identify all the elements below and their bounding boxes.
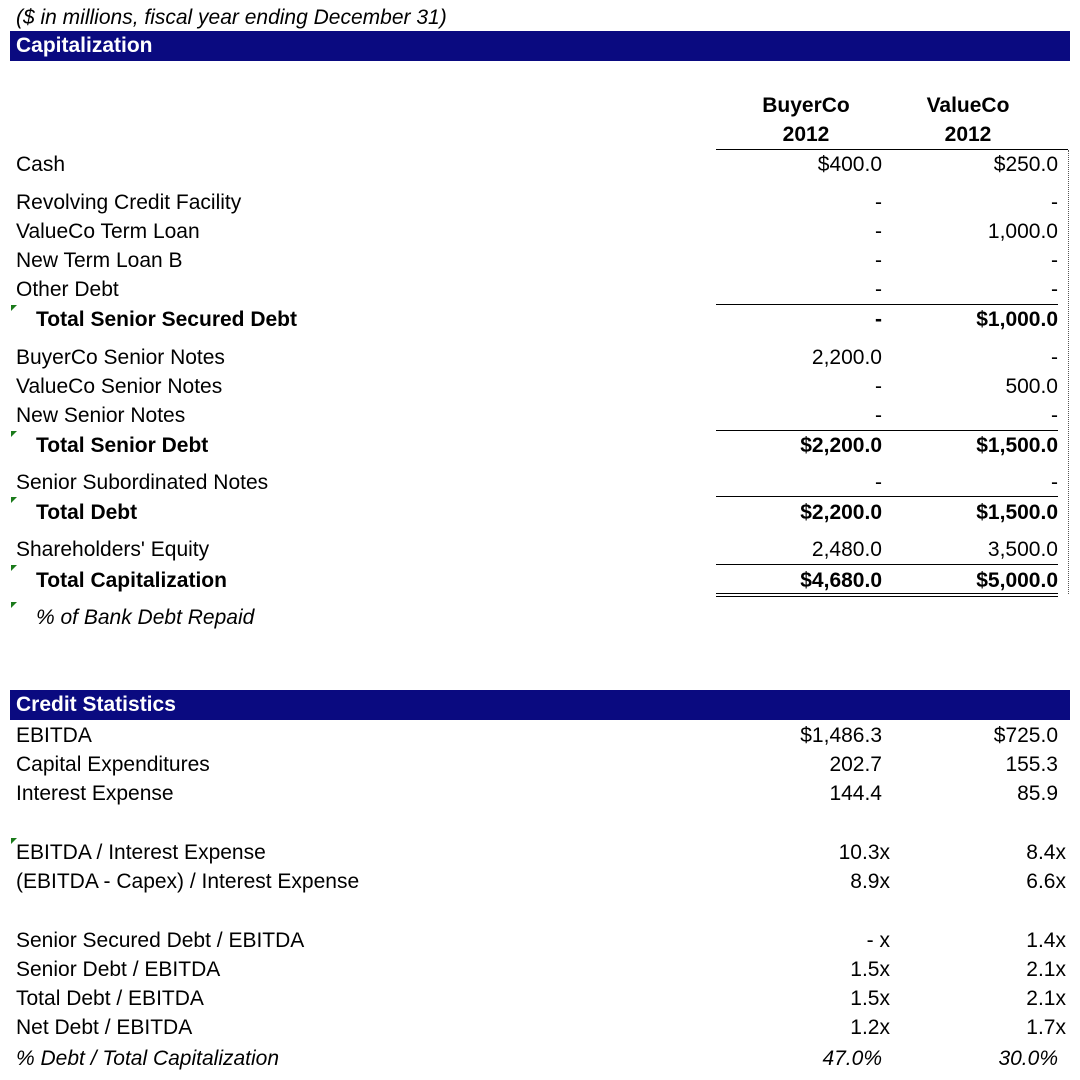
- buyerco-value: $1,486.3: [800, 724, 882, 747]
- row-label: % Debt / Total Capitalization: [16, 1047, 280, 1070]
- row-label: Revolving Credit Facility: [16, 191, 242, 214]
- row-label: % of Bank Debt Repaid: [36, 606, 255, 629]
- valueco-value: $1,500.0: [976, 501, 1058, 524]
- table-row: [0, 867, 1080, 896]
- valueco-value: -: [1051, 404, 1058, 427]
- row-label: New Term Loan B: [16, 249, 183, 272]
- row-label: EBITDA: [16, 724, 92, 747]
- table-row: [0, 305, 1080, 334]
- row-label: (EBITDA - Capex) / Interest Expense: [16, 870, 360, 893]
- subtotal-line: [716, 564, 1058, 565]
- buyerco-value: 10.3x: [838, 841, 890, 864]
- row-label: ValueCo Term Loan: [16, 220, 200, 243]
- row-label: Shareholders' Equity: [16, 538, 210, 561]
- valueco-value: 1.7x: [1026, 1016, 1066, 1039]
- table-row: [0, 721, 1080, 750]
- table-row: [0, 566, 1080, 595]
- subtotal-line: [716, 496, 1058, 497]
- buyerco-value: 47.0%: [822, 1047, 882, 1070]
- table-row: [0, 401, 1080, 430]
- buyerco-value: 8.9x: [850, 870, 890, 893]
- row-label: ValueCo Senior Notes: [16, 375, 223, 398]
- row-label: Total Senior Debt: [36, 434, 209, 457]
- col-buyerco-company: BuyerCo: [762, 94, 850, 117]
- buyerco-value: 2,200.0: [811, 346, 882, 369]
- valueco-value: 500.0: [1005, 375, 1058, 398]
- valueco-value: -: [1051, 471, 1058, 494]
- valueco-value: 2.1x: [1026, 987, 1066, 1010]
- buyerco-value: -: [875, 278, 882, 301]
- buyerco-value: -: [875, 220, 882, 243]
- buyerco-value: -: [875, 249, 882, 272]
- table-row: [0, 498, 1080, 527]
- row-label: Total Debt / EBITDA: [16, 987, 204, 1010]
- table-row: [0, 603, 1080, 632]
- buyerco-value: 1.2x: [850, 1016, 890, 1039]
- col-valueco-company: ValueCo: [926, 94, 1010, 117]
- valueco-value: 3,500.0: [987, 538, 1058, 561]
- valueco-value: -: [1051, 278, 1058, 301]
- valueco-value: 1,000.0: [987, 220, 1058, 243]
- row-label: New Senior Notes: [16, 404, 186, 427]
- table-row: [0, 188, 1080, 217]
- capitalization-header: [10, 31, 1070, 61]
- row-label: Cash: [16, 153, 66, 176]
- valueco-value: 85.9: [1017, 782, 1058, 805]
- table-row: [0, 955, 1080, 984]
- valueco-value: $5,000.0: [976, 569, 1058, 592]
- buyerco-value: -: [875, 375, 882, 398]
- valueco-value: $250.0: [993, 153, 1058, 176]
- valueco-value: 30.0%: [998, 1047, 1058, 1070]
- buyerco-value: -: [875, 471, 882, 494]
- row-label: Senior Debt / EBITDA: [16, 958, 221, 981]
- valueco-value: $725.0: [993, 724, 1058, 747]
- table-row: [0, 926, 1080, 955]
- buyerco-value: - x: [866, 929, 890, 952]
- capitalization-title: Capitalization: [16, 34, 153, 57]
- col-valueco-year: 2012: [944, 123, 992, 146]
- valueco-value: 155.3: [1005, 753, 1058, 776]
- valueco-value: $1,500.0: [976, 434, 1058, 457]
- row-label: Senior Subordinated Notes: [16, 471, 269, 494]
- valueco-value: -: [1051, 249, 1058, 272]
- credit-statistics-title: Credit Statistics: [16, 693, 176, 716]
- buyerco-value: -: [875, 191, 882, 214]
- buyerco-value: 144.4: [829, 782, 882, 805]
- buyerco-value: $2,200.0: [800, 434, 882, 457]
- total-double-underline: [716, 593, 1058, 597]
- buyerco-value: 1.5x: [850, 987, 890, 1010]
- valueco-value: 6.6x: [1026, 870, 1066, 893]
- table-row: [0, 750, 1080, 779]
- buyerco-value: -: [875, 404, 882, 427]
- table-row: [0, 779, 1080, 808]
- row-label: Total Debt: [36, 501, 138, 524]
- col-buyerco-year: 2012: [782, 123, 830, 146]
- table-row: [0, 217, 1080, 246]
- row-label: BuyerCo Senior Notes: [16, 346, 225, 369]
- buyerco-value: 202.7: [829, 753, 882, 776]
- row-label: EBITDA / Interest Expense: [16, 841, 266, 864]
- buyerco-value: 1.5x: [850, 958, 890, 981]
- valueco-value: 1.4x: [1026, 929, 1066, 952]
- valueco-value: 2.1x: [1026, 958, 1066, 981]
- table-row: [0, 468, 1080, 497]
- row-label: Senior Secured Debt / EBITDA: [16, 929, 305, 952]
- row-label: Total Senior Secured Debt: [36, 308, 297, 331]
- table-row: [0, 150, 1080, 179]
- row-label: Other Debt: [16, 278, 119, 301]
- buyerco-value: $4,680.0: [800, 569, 882, 592]
- valueco-value: $1,000.0: [976, 308, 1058, 331]
- table-row: [0, 246, 1080, 275]
- table-row: [0, 838, 1080, 867]
- table-row: [0, 1044, 1080, 1073]
- table-row: [0, 343, 1080, 372]
- table-row: [0, 984, 1080, 1013]
- units-note: ($ in millions, fiscal year ending December 31): [16, 6, 447, 29]
- row-label: Interest Expense: [16, 782, 174, 805]
- buyerco-value: -: [875, 308, 882, 331]
- valueco-value: 8.4x: [1026, 841, 1066, 864]
- valueco-value: -: [1051, 191, 1058, 214]
- buyerco-value: $400.0: [817, 153, 882, 176]
- table-row: [0, 431, 1080, 460]
- table-row: [0, 1013, 1080, 1042]
- row-label: Total Capitalization: [36, 569, 227, 592]
- credit-statistics-header: [10, 690, 1070, 720]
- table-row: [0, 372, 1080, 401]
- valueco-value: -: [1051, 346, 1058, 369]
- row-label: Capital Expenditures: [16, 753, 210, 776]
- table-row: [0, 275, 1080, 304]
- buyerco-value: $2,200.0: [800, 501, 882, 524]
- row-label: Net Debt / EBITDA: [16, 1016, 193, 1039]
- buyerco-value: 2,480.0: [811, 538, 882, 561]
- table-row: [0, 535, 1080, 564]
